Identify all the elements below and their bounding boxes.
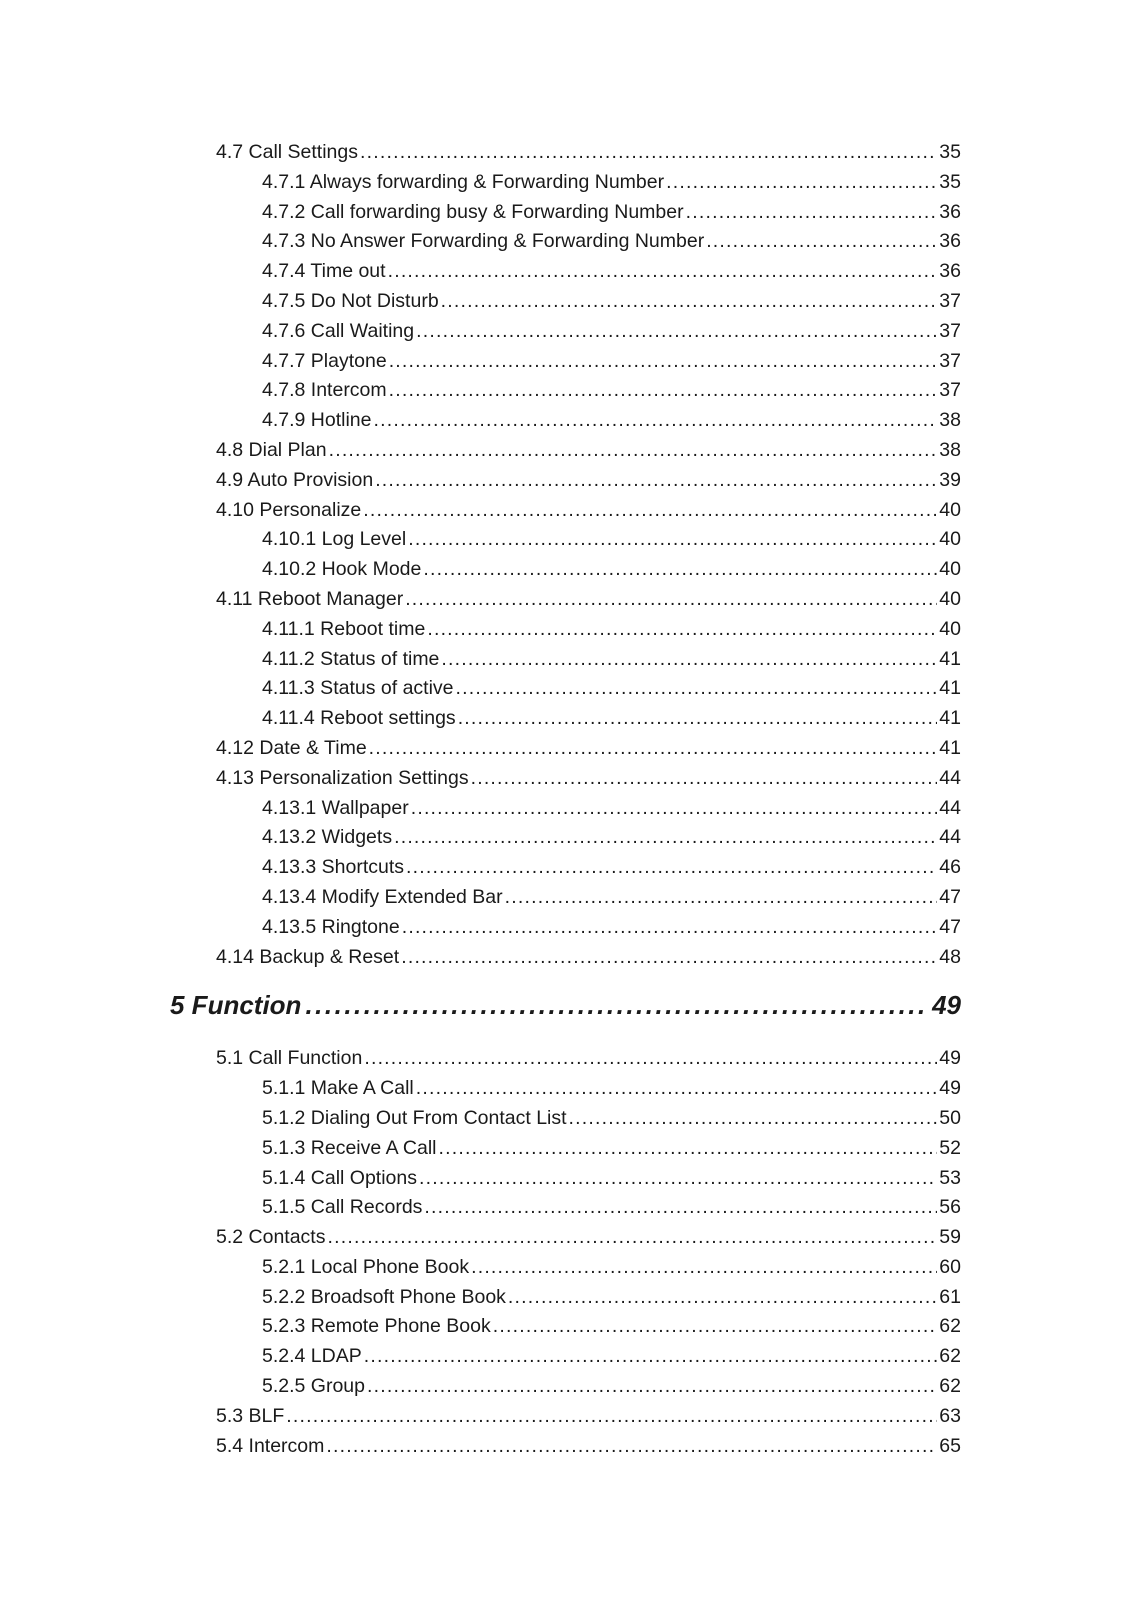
toc-subsection-entry[interactable]	[0, 704, 961, 734]
toc-entry-page-number: 37	[939, 319, 961, 342]
toc-entry-page-number: 47	[939, 885, 961, 908]
toc-entry-label: 5.4 Intercom	[216, 1434, 325, 1457]
toc-entry-page-number: 60	[939, 1255, 961, 1278]
toc-entry-label: 5.3 BLF	[216, 1404, 285, 1427]
toc-subsection-entry[interactable]	[0, 376, 961, 406]
dot-leader	[493, 1312, 938, 1342]
dot-leader	[471, 764, 938, 794]
toc-entry-label: 4.12 Date & Time	[216, 736, 367, 759]
toc-entry-label: 5.1.5 Call Records	[262, 1196, 423, 1219]
toc-entry-label: 5.1.2 Dialing Out From Contact List	[262, 1106, 567, 1129]
toc-entry-page-number: 49	[932, 990, 961, 1021]
toc-entry-page-number: 40	[939, 528, 961, 551]
toc-entry-page-number: 61	[939, 1285, 961, 1308]
toc-entry-label: 4.13.3 Shortcuts	[262, 856, 405, 879]
dot-leader	[360, 138, 937, 168]
toc-entry-label: 4.13.4 Modify Extended Bar	[262, 885, 503, 908]
toc-entry-label: 4.11.4 Reboot settings	[262, 707, 456, 730]
toc-entry-label: 4.11.1 Reboot time	[262, 617, 426, 640]
toc-subsection-entry[interactable]	[0, 406, 961, 436]
toc-entry-label: 5.1 Call Function	[216, 1047, 363, 1070]
dot-leader	[569, 1104, 938, 1134]
dot-leader	[441, 287, 938, 317]
toc-entry-page-number: 35	[939, 141, 961, 163]
toc-subsection-entry[interactable]	[0, 257, 961, 287]
toc-entry-page-number: 62	[939, 1375, 961, 1398]
toc-section-entry[interactable]	[0, 466, 961, 496]
toc-entry-label: 4.7.8 Intercom	[262, 379, 387, 402]
toc-entry-label: 4.13.5 Ringtone	[262, 915, 400, 938]
toc-subsection-entry[interactable]	[0, 645, 961, 675]
toc-entry-page-number: 40	[939, 587, 961, 610]
dot-leader	[364, 1044, 937, 1074]
toc-subsection-entry[interactable]	[0, 853, 961, 883]
dot-leader	[405, 585, 937, 615]
toc-entry-label: 5.1.3 Receive A Call	[262, 1136, 437, 1159]
dot-leader	[505, 883, 938, 913]
toc-entry-page-number: 38	[939, 409, 961, 432]
toc-subsection-entry[interactable]	[0, 823, 961, 853]
toc-entry-label: 5.1.4 Call Options	[262, 1166, 418, 1189]
toc-entry-page-number: 41	[939, 647, 961, 670]
dot-leader	[408, 525, 937, 555]
toc-subsection-entry[interactable]	[0, 1342, 961, 1372]
toc-section-entry[interactable]	[0, 943, 961, 973]
toc-entry-page-number: 50	[939, 1106, 961, 1129]
toc-entry-page-number: 56	[939, 1196, 961, 1219]
toc-entry-label: 5.1.1 Make A Call	[262, 1077, 414, 1100]
toc-entry-page-number: 53	[939, 1166, 961, 1189]
dot-leader	[363, 496, 937, 526]
toc-subsection-entry[interactable]	[0, 1134, 961, 1164]
toc-entry-label: 4.13.1 Wallpaper	[262, 796, 409, 819]
dot-leader	[369, 734, 938, 764]
dot-leader	[374, 406, 938, 436]
toc-entry-label: 4.10 Personalize	[216, 498, 362, 521]
toc-entry-label: 4.7.6 Call Waiting	[262, 319, 415, 342]
toc-subsection-entry[interactable]	[0, 1193, 961, 1223]
toc-subsection-entry[interactable]	[0, 555, 961, 585]
dot-leader	[401, 943, 937, 973]
toc-subsection-entry[interactable]	[0, 913, 961, 943]
toc-entry-label: 4.7.1 Always forwarding & Forwarding Number	[262, 170, 665, 193]
toc-entry-page-number: 40	[939, 617, 961, 640]
toc-section-entry[interactable]	[0, 734, 961, 764]
toc-entry-label: 4.7 Call Settings	[216, 141, 358, 163]
toc-entry-page-number: 44	[939, 796, 961, 819]
toc-entry-page-number: 44	[939, 766, 961, 789]
dot-leader	[388, 257, 938, 287]
toc-section-entry[interactable]	[0, 1044, 961, 1074]
toc-subsection-entry[interactable]	[0, 1253, 961, 1283]
toc-entry-page-number: 62	[939, 1345, 961, 1368]
toc-entry-page-number: 36	[939, 260, 961, 283]
toc-subsection-entry[interactable]	[0, 674, 961, 704]
toc-entry-page-number: 52	[939, 1136, 961, 1159]
toc-subsection-entry[interactable]	[0, 883, 961, 913]
dot-leader	[508, 1283, 937, 1313]
toc-entry-page-number: 62	[939, 1315, 961, 1338]
toc-section-entry[interactable]	[0, 1402, 961, 1432]
dot-leader	[427, 615, 937, 645]
toc-subsection-entry[interactable]	[0, 1104, 961, 1134]
toc-entry-page-number: 39	[939, 468, 961, 491]
toc-entry-page-number: 37	[939, 349, 961, 372]
dot-leader	[666, 168, 937, 198]
toc-entry-page-number: 36	[939, 200, 961, 223]
toc-entry-label: 5.2.4 LDAP	[262, 1345, 362, 1368]
toc-entry-page-number: 63	[939, 1404, 961, 1427]
dot-leader	[402, 913, 938, 943]
toc-subsection-entry[interactable]	[0, 287, 961, 317]
toc-subsection-entry[interactable]	[0, 317, 961, 347]
dot-leader	[686, 198, 938, 228]
toc-entry-page-number: 37	[939, 379, 961, 402]
dot-leader	[327, 1223, 937, 1253]
toc-subsection-entry[interactable]	[0, 1164, 961, 1194]
toc-entry-label: 5 Function	[170, 990, 302, 1021]
toc-entry-page-number: 41	[939, 736, 961, 759]
dot-leader	[389, 376, 938, 406]
toc-entry-label: 5.2.3 Remote Phone Book	[262, 1315, 491, 1338]
dot-leader	[439, 1134, 938, 1164]
dot-leader	[367, 1372, 937, 1402]
dot-leader	[419, 1164, 937, 1194]
toc-entry-label: 4.7.3 No Answer Forwarding & Forwarding Number	[262, 230, 705, 253]
toc-section-entry[interactable]	[0, 138, 961, 168]
toc-subsection-entry[interactable]	[0, 525, 961, 555]
toc-entry-label: 4.7.7 Playtone	[262, 349, 387, 372]
toc-subsection-entry[interactable]	[0, 198, 961, 228]
dot-leader	[424, 1193, 937, 1223]
toc-entry-page-number: 41	[939, 707, 961, 730]
toc-entry-label: 4.7.2 Call forwarding busy & Forwarding Number	[262, 200, 684, 223]
toc-entry-label: 4.13 Personalization Settings	[216, 766, 469, 789]
toc-entry-label: 5.2.2 Broadsoft Phone Book	[262, 1285, 506, 1308]
toc-entry-page-number: 40	[939, 558, 961, 581]
toc-entry-label: 4.14 Backup & Reset	[216, 945, 400, 968]
toc-entry-page-number: 40	[939, 498, 961, 521]
toc-section-entry[interactable]	[0, 1432, 961, 1462]
dot-leader	[364, 1342, 938, 1372]
toc-subsection-entry[interactable]	[0, 168, 961, 198]
toc-entry-label: 4.10.1 Log Level	[262, 528, 407, 551]
dot-leader	[423, 555, 937, 585]
toc-entry-page-number: 37	[939, 289, 961, 312]
toc-entry-label: 4.7.4 Time out	[262, 260, 386, 283]
toc-subsection-entry[interactable]	[0, 1074, 961, 1104]
dot-leader	[416, 317, 937, 347]
toc-chapter-entry[interactable]	[0, 982, 961, 1044]
toc-entry-label: 5.2 Contacts	[216, 1226, 326, 1249]
toc-entry-page-number: 48	[939, 945, 961, 968]
toc-entry-label: 4.10.2 Hook Mode	[262, 558, 422, 581]
toc-entry-label: 4.11.2 Status of time	[262, 647, 440, 670]
toc-subsection-entry[interactable]	[0, 227, 961, 257]
dot-leader	[394, 823, 937, 853]
toc-subsection-entry[interactable]	[0, 1312, 961, 1342]
dot-leader	[416, 1074, 938, 1104]
toc-entry-label: 4.8 Dial Plan	[216, 438, 327, 461]
toc-entry-page-number: 35	[939, 170, 961, 193]
toc-entry-page-number: 38	[939, 438, 961, 461]
dot-leader	[305, 982, 928, 1028]
dot-leader	[411, 794, 938, 824]
toc-subsection-entry[interactable]	[0, 615, 961, 645]
table-of-contents	[0, 138, 1132, 1461]
toc-entry-page-number: 36	[939, 230, 961, 253]
toc-entry-label: 4.13.2 Widgets	[262, 826, 393, 849]
toc-entry-page-number: 47	[939, 915, 961, 938]
dot-leader	[471, 1253, 937, 1283]
toc-entry-label: 4.9 Auto Provision	[216, 468, 374, 491]
toc-section-entry[interactable]	[0, 436, 961, 466]
toc-section-entry[interactable]	[0, 764, 961, 794]
toc-subsection-entry[interactable]	[0, 1372, 961, 1402]
toc-entry-label: 5.2.5 Group	[262, 1375, 365, 1398]
toc-entry-label: 4.7.5 Do Not Disturb	[262, 289, 439, 312]
toc-entry-label: 5.2.1 Local Phone Book	[262, 1255, 470, 1278]
toc-entry-page-number: 44	[939, 826, 961, 849]
dot-leader	[706, 227, 937, 257]
toc-entry-page-number: 49	[939, 1047, 961, 1070]
dot-leader	[375, 466, 937, 496]
dot-leader	[406, 853, 937, 883]
toc-entry-page-number: 49	[939, 1077, 961, 1100]
toc-subsection-entry[interactable]	[0, 794, 961, 824]
dot-leader	[389, 347, 938, 377]
toc-section-entry[interactable]	[0, 585, 961, 615]
dot-leader	[441, 645, 937, 675]
dot-leader	[286, 1402, 937, 1432]
dot-leader	[326, 1432, 937, 1462]
toc-entry-page-number: 59	[939, 1226, 961, 1249]
toc-entry-page-number: 65	[939, 1434, 961, 1457]
toc-entry-label: 4.11 Reboot Manager	[216, 587, 404, 610]
toc-subsection-entry[interactable]	[0, 1283, 961, 1313]
toc-entry-label: 4.7.9 Hotline	[262, 409, 372, 432]
toc-section-entry[interactable]	[0, 1223, 961, 1253]
toc-section-entry[interactable]	[0, 496, 961, 526]
toc-subsection-entry[interactable]	[0, 347, 961, 377]
toc-entry-label: 4.11.3 Status of active	[262, 677, 454, 700]
toc-entry-page-number: 41	[939, 677, 961, 700]
toc-entry-page-number: 46	[939, 856, 961, 879]
dot-leader	[458, 704, 938, 734]
dot-leader	[329, 436, 938, 466]
dot-leader	[456, 674, 938, 704]
